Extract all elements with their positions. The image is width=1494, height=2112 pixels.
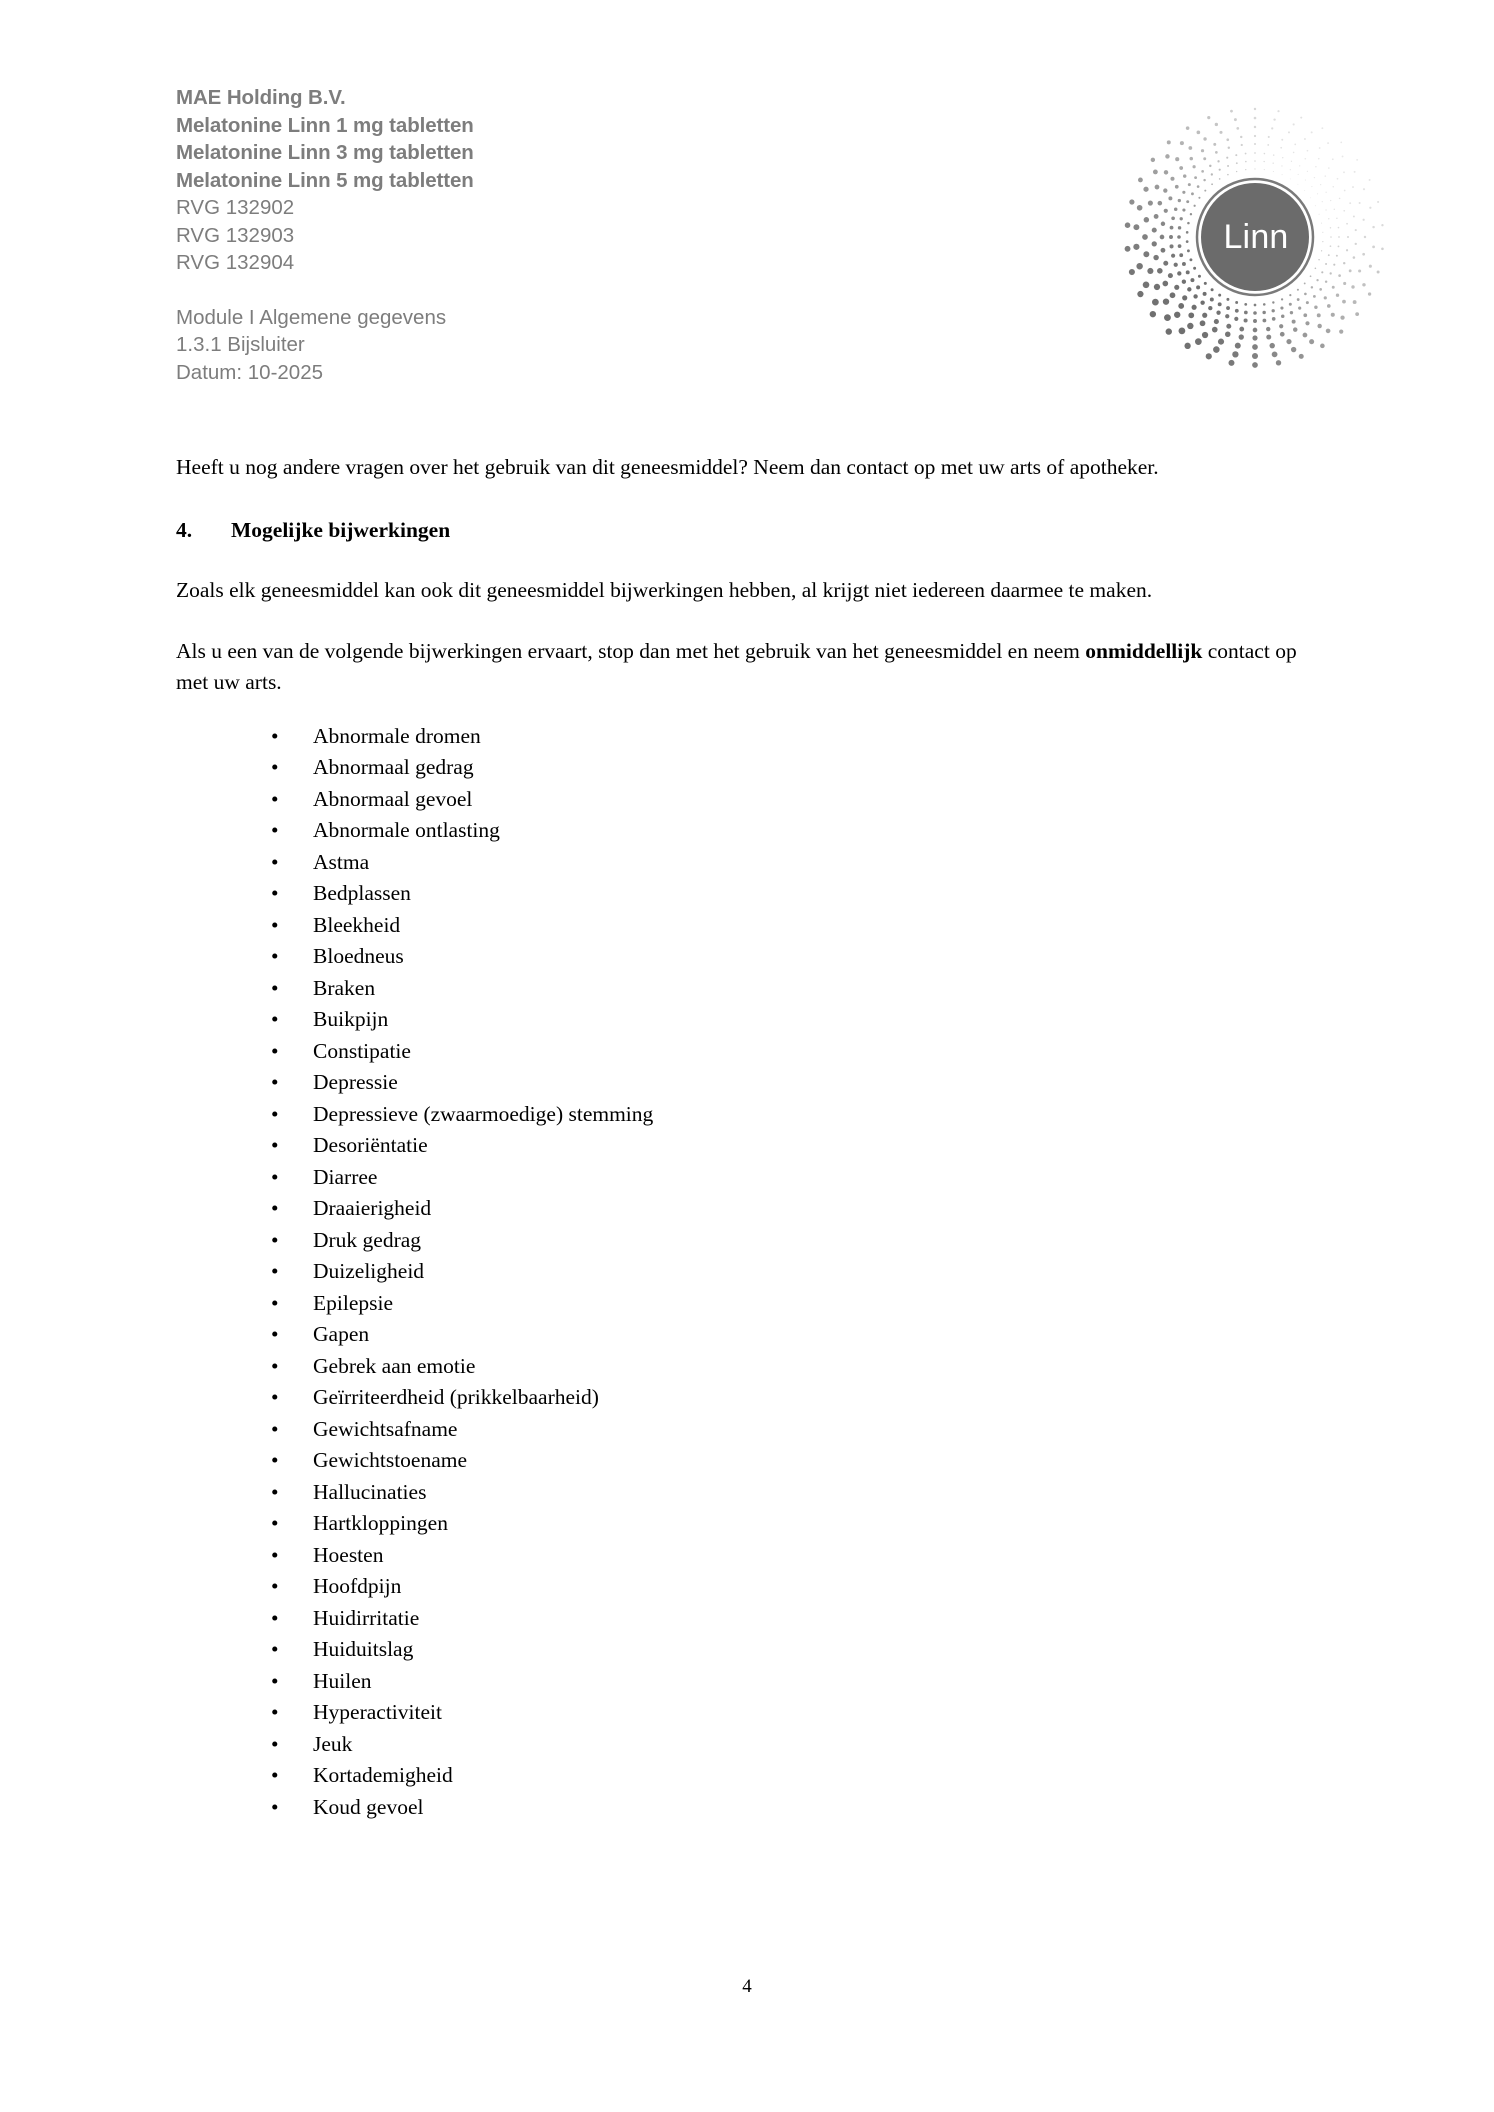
- bullet-icon: •: [271, 1290, 279, 1315]
- side-effect-item: [176, 1792, 1332, 1824]
- side-effect-label: Astma: [313, 849, 370, 874]
- side-effect-item: [176, 1414, 1332, 1446]
- header-line-3: Melatonine Linn 5 mg tabletten: [176, 168, 474, 192]
- header-line-1: Melatonine Linn 1 mg tabletten: [176, 113, 474, 137]
- side-effect-label: Koud gevoel: [313, 1794, 424, 1819]
- header-module-line-2: Datum: 10-2025: [176, 360, 324, 384]
- side-effect-label: Hyperactiviteit: [313, 1700, 442, 1724]
- side-effect-label: Abnormale ontlasting: [313, 818, 500, 842]
- side-effect-label: Constipatie: [313, 1038, 411, 1063]
- bullet-icon: •: [271, 975, 279, 1000]
- side-effect-label: Bloedneus: [313, 944, 404, 968]
- side-effect-label: Hartkloppingen: [313, 1511, 448, 1535]
- bullet-icon: •: [271, 1038, 279, 1063]
- warning-emphasis: onmiddellijk: [1085, 638, 1203, 663]
- header-line-5: RVG 132903: [176, 223, 295, 247]
- bullet-icon: •: [271, 1322, 279, 1346]
- spacer: [176, 699, 1332, 721]
- spacer: [176, 607, 1332, 636]
- paragraph-stop-use-warning: [176, 636, 1332, 699]
- side-effect-label: Diarree: [313, 1164, 378, 1189]
- side-effect-label: Geïrriteerdheid (prikkelbaarheid): [313, 1385, 599, 1409]
- side-effect-label: Buikpijn: [313, 1007, 389, 1031]
- side-effect-label: Abnormaal gedrag: [313, 755, 474, 779]
- bullet-icon: •: [271, 786, 279, 811]
- side-effect-item: [176, 1004, 1332, 1036]
- side-effect-label: Gewichtstoename: [313, 1448, 468, 1472]
- side-effect-item: [176, 1319, 1332, 1351]
- side-effect-label: Bedplassen: [313, 881, 411, 905]
- side-effect-item: [176, 973, 1332, 1005]
- side-effect-label: Gapen: [313, 1322, 370, 1346]
- side-effect-label: Druk gedrag: [313, 1227, 422, 1252]
- side-effect-label: Gewichtsafname: [313, 1416, 458, 1441]
- bullet-icon: •: [271, 1227, 279, 1252]
- side-effect-label: Desoriëntatie: [313, 1133, 428, 1157]
- side-effect-item: [176, 1477, 1332, 1509]
- document-body: [176, 452, 1332, 1823]
- side-effect-item: [176, 752, 1332, 784]
- bullet-icon: •: [271, 1479, 279, 1504]
- bullet-icon: •: [271, 1164, 279, 1189]
- bullet-icon: •: [271, 1511, 279, 1535]
- side-effect-label: Depressie: [313, 1070, 398, 1094]
- side-effect-item: [176, 1666, 1332, 1698]
- side-effect-label: Braken: [313, 975, 376, 1000]
- warning-text-part1: Als u een van de volgende bijwerkingen ervaart, stop dan met het gebruik van het geneesmiddel en neem: [176, 638, 1086, 663]
- side-effect-item: [176, 1162, 1332, 1194]
- logo-label: Linn: [1223, 217, 1289, 256]
- side-effect-label: Huilen: [313, 1668, 372, 1693]
- bullet-icon: •: [271, 1101, 279, 1126]
- side-effect-item: [176, 1067, 1332, 1099]
- bullet-icon: •: [271, 1794, 279, 1819]
- side-effect-item: [176, 1130, 1332, 1162]
- side-effect-item: [176, 1351, 1332, 1383]
- side-effect-label: Bleekheid: [313, 912, 401, 937]
- side-effect-label: Epilepsie: [313, 1290, 394, 1315]
- side-effect-item: [176, 721, 1332, 753]
- section-title: Mogelijke bijwerkingen: [231, 517, 451, 542]
- intro-paragraph: Heeft u nog andere vragen over het gebruik van dit geneesmiddel? Neem dan contact op met uw arts of apotheker.: [176, 455, 1159, 479]
- page-footer: [0, 1975, 1494, 1999]
- side-effect-label: Duizeligheid: [313, 1259, 425, 1283]
- linn-logo: [1110, 92, 1400, 382]
- side-effect-item: [176, 1760, 1332, 1792]
- side-effect-item: [176, 1036, 1332, 1068]
- side-effect-item: [176, 1540, 1332, 1572]
- side-effect-item: [176, 1193, 1332, 1225]
- side-effect-item: [176, 1571, 1332, 1603]
- side-effect-label: Hoofdpijn: [313, 1574, 402, 1598]
- section-heading: [176, 515, 1332, 547]
- bullet-icon: •: [271, 1385, 279, 1409]
- header-spacer: [176, 277, 896, 304]
- document-header: [176, 84, 896, 386]
- side-effect-item: [176, 1288, 1332, 1320]
- header-module-line-1: 1.3.1 Bijsluiter: [176, 333, 305, 356]
- bullet-icon: •: [271, 912, 279, 937]
- bullet-icon: •: [271, 881, 279, 905]
- side-effect-item: [176, 1099, 1332, 1131]
- side-effect-item: [176, 1697, 1332, 1729]
- side-effect-item: [176, 1256, 1332, 1288]
- bullet-icon: •: [271, 1668, 279, 1693]
- bullet-icon: •: [271, 849, 279, 874]
- spacer: [176, 546, 1332, 575]
- side-effect-item: [176, 941, 1332, 973]
- bullet-icon: •: [271, 1763, 279, 1787]
- side-effect-item: [176, 1508, 1332, 1540]
- bullet-icon: •: [271, 1259, 279, 1283]
- page-number: 4: [742, 1976, 752, 1997]
- side-effect-item: [176, 815, 1332, 847]
- bullet-icon: •: [271, 1133, 279, 1157]
- side-effect-label: Kortademigheid: [313, 1763, 453, 1787]
- bullet-icon: •: [271, 1700, 279, 1724]
- side-effect-item: [176, 1603, 1332, 1635]
- side-effect-label: Gebrek aan emotie: [313, 1353, 476, 1378]
- side-effect-item: [176, 878, 1332, 910]
- bullet-icon: •: [271, 944, 279, 968]
- bullet-icon: •: [271, 1070, 279, 1094]
- side-effect-label: Draaierigheid: [313, 1196, 432, 1220]
- bullet-icon: •: [271, 1574, 279, 1598]
- side-effect-label: Depressieve (zwaarmoedige) stemming: [313, 1101, 654, 1126]
- side-effect-item: [176, 1729, 1332, 1761]
- side-effects-list: [176, 721, 1332, 1824]
- bullet-icon: •: [271, 818, 279, 842]
- bullet-icon: •: [271, 1007, 279, 1031]
- header-line-0: MAE Holding B.V.: [176, 86, 346, 109]
- side-effect-item: [176, 1382, 1332, 1414]
- side-effect-item: [176, 784, 1332, 816]
- side-effect-item: [176, 1634, 1332, 1666]
- paragraph-general-sideeffects: Zoals elk geneesmiddel kan ook dit geneesmiddel bijwerkingen hebben, al krijgt niet iedereen daarmee te maken.: [176, 578, 1153, 602]
- bullet-icon: •: [271, 1605, 279, 1630]
- spacer: [176, 484, 1332, 515]
- bullet-icon: •: [271, 1542, 279, 1567]
- header-line-4: RVG 132902: [176, 196, 295, 219]
- header-module-block: [176, 304, 896, 387]
- side-effect-label: Abnormale dromen: [313, 723, 481, 748]
- side-effect-item: [176, 1225, 1332, 1257]
- header-module-line-0: Module I Algemene gegevens: [176, 305, 447, 329]
- header-company-block: [176, 84, 896, 277]
- bullet-icon: •: [271, 1353, 279, 1378]
- side-effect-label: Abnormaal gevoel: [313, 786, 473, 811]
- side-effect-item: [176, 1445, 1332, 1477]
- side-effect-item: [176, 847, 1332, 879]
- bullet-icon: •: [271, 1416, 279, 1441]
- warning-text-part2: contact op met uw arts.: [176, 638, 1297, 694]
- header-line-2: Melatonine Linn 3 mg tabletten: [176, 141, 474, 164]
- bullet-icon: •: [271, 755, 279, 779]
- bullet-icon: •: [271, 1637, 279, 1661]
- bullet-icon: •: [271, 1448, 279, 1472]
- side-effect-label: Hoesten: [313, 1542, 384, 1567]
- side-effect-item: [176, 910, 1332, 942]
- bullet-icon: •: [271, 723, 279, 748]
- side-effect-label: Jeuk: [313, 1731, 353, 1756]
- side-effect-label: Huidirritatie: [313, 1605, 420, 1630]
- bullet-icon: •: [271, 1196, 279, 1220]
- section-number: 4.: [176, 517, 193, 542]
- header-line-6: RVG 132904: [176, 251, 295, 274]
- bullet-icon: •: [271, 1731, 279, 1756]
- side-effect-label: Hallucinaties: [313, 1479, 427, 1504]
- side-effect-label: Huiduitslag: [313, 1637, 414, 1661]
